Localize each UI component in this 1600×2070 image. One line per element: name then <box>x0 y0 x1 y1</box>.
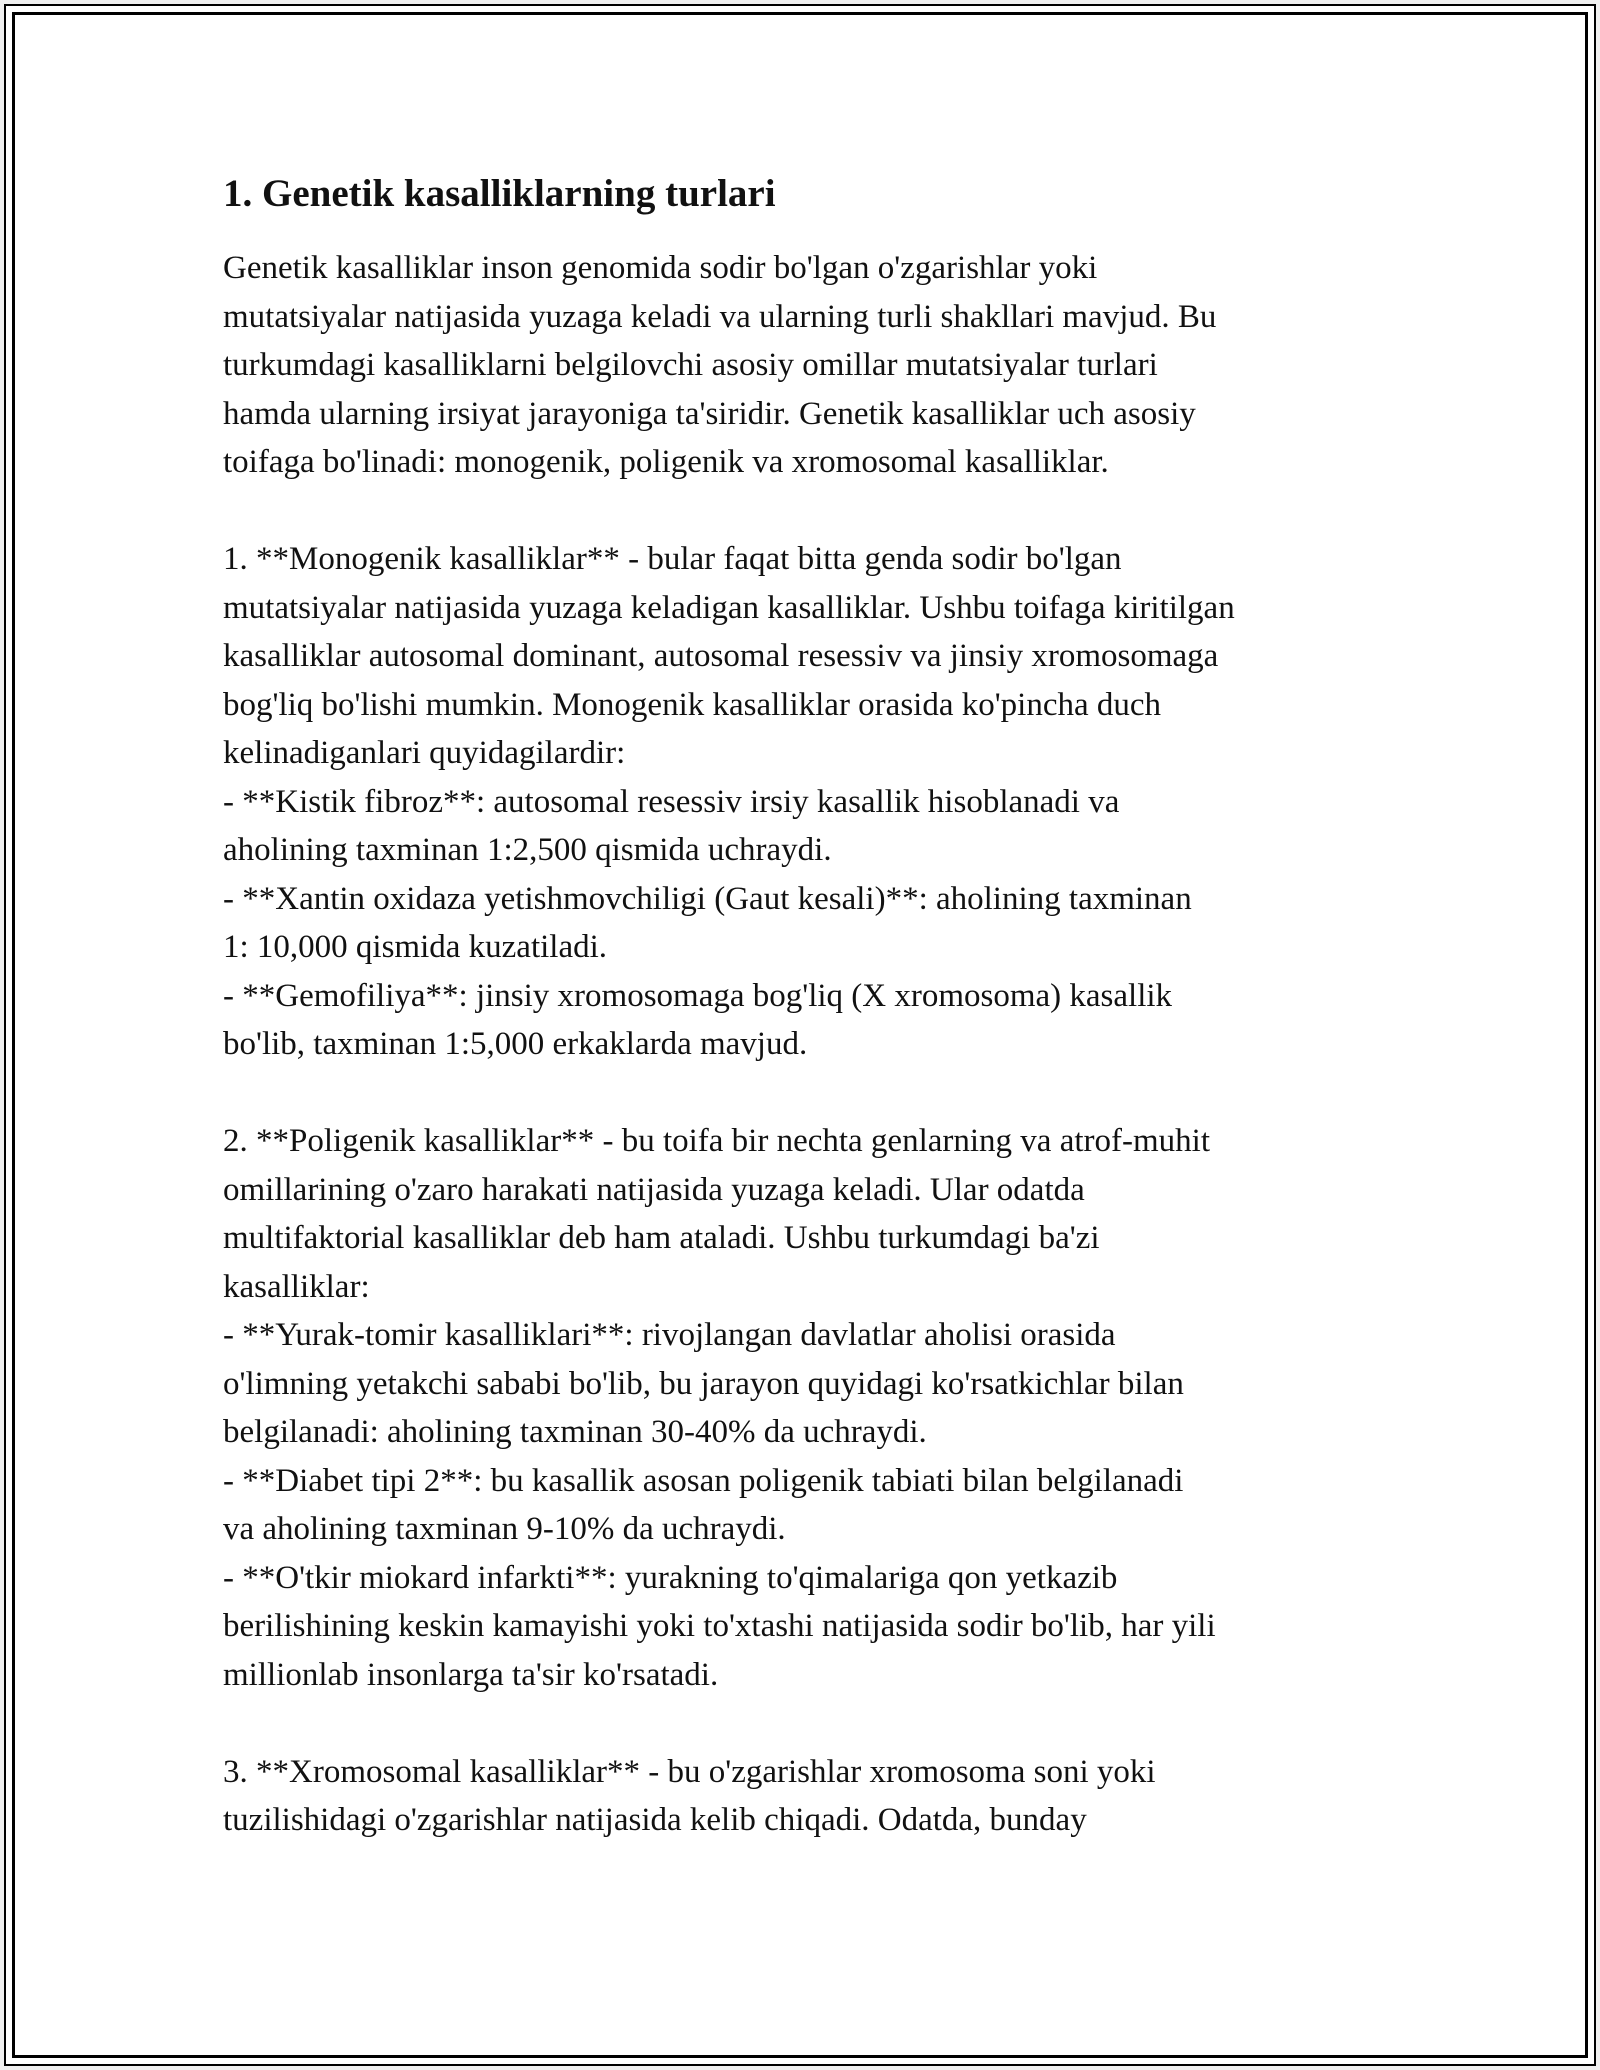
paragraph-gap <box>223 1699 1393 1748</box>
paragraph-gap <box>223 1069 1393 1118</box>
monogenic-paragraph: 1. **Monogenik kasalliklar** - bular faqat bitta genda sodir bo'lgan mutatsiyalar natijasida yuzaga keladigan kasalliklar. Ushbu toifaga kiritilgan kasalliklar autosomal dominant, autosomal resessiv va jinsiy xromosomaga bog'liq bo'lishi mumkin. Monogenik kasalliklar orasida ko'pincha duch kelinadiganlari quyidagilardir: - **Kistik fibroz**: autosomal resessiv irsiy kasallik hisoblanadi va aholining taxminan 1:2,500 qismida uchraydi. - **Xantin oxidaza yetishmovchiligi (Gaut kesali)**: aholining taxminan 1: 10,000 qismida kuzatiladi. - **Gemofiliya**: jinsiy xromosomaga bog'liq (X xromosoma) kasallik bo'lib, taxminan 1:5,000 erkaklarda mavjud. <box>223 541 1235 1062</box>
section-heading: 1. Genetik kasalliklarning turlari <box>223 172 776 215</box>
polygenic-paragraph: 2. **Poligenik kasalliklar** - bu toifa bir nechta genlarning va atrof-muhit omillarining o'zaro harakati natijasida yuzaga keladi. Ular odatda multifaktorial kasalliklar deb ham ataladi. Ushbu turkumdagi ba'zi kasalliklar: - **Yurak-tomir kasalliklari**: rivojlangan davlatlar aholisi orasida o'limning yetakchi sababi bo'lib, bu jarayon quyidagi ko'rsatkichlar bilan belgilanadi: aholining taxminan 30-40% da uchraydi. - **Diabet tipi 2**: bu kasallik asosan poligenik tabiati bilan belgilanadi va aholining taxminan 9-10% da uchraydi. - **O'tkir miokard infarkti**: yurakning to'qimalariga qon yetkazib berilishining keskin kamayishi yoki to'xtashi natijasida sodir bo'lib, har yili millionlab insonlarga ta'sir ko'rsatadi. <box>223 1123 1216 1693</box>
paragraph-gap <box>223 487 1393 536</box>
document-content <box>223 170 1393 1845</box>
intro-paragraph: Genetik kasalliklar inson genomida sodir bo'lgan o'zgarishlar yoki mutatsiyalar natijasida yuzaga keladi va ularning turli shakllari mavjud. Bu turkumdagi kasalliklarni belgilovchi asosiy omillar mutatsiyalar turlari hamda ularning irsiyat jarayoniga ta'siridir. Genetik kasalliklar uch asosiy toifaga bo'linadi: monogenik, poligenik va xromosomal kasalliklar. <box>223 250 1217 480</box>
chromosomal-paragraph: 3. **Xromosomal kasalliklar** - bu o'zgarishlar xromosoma soni yoki tuzilishidagi o'zgarishlar natijasida kelib chiqadi. Odatda, bunday <box>223 1753 1156 1838</box>
